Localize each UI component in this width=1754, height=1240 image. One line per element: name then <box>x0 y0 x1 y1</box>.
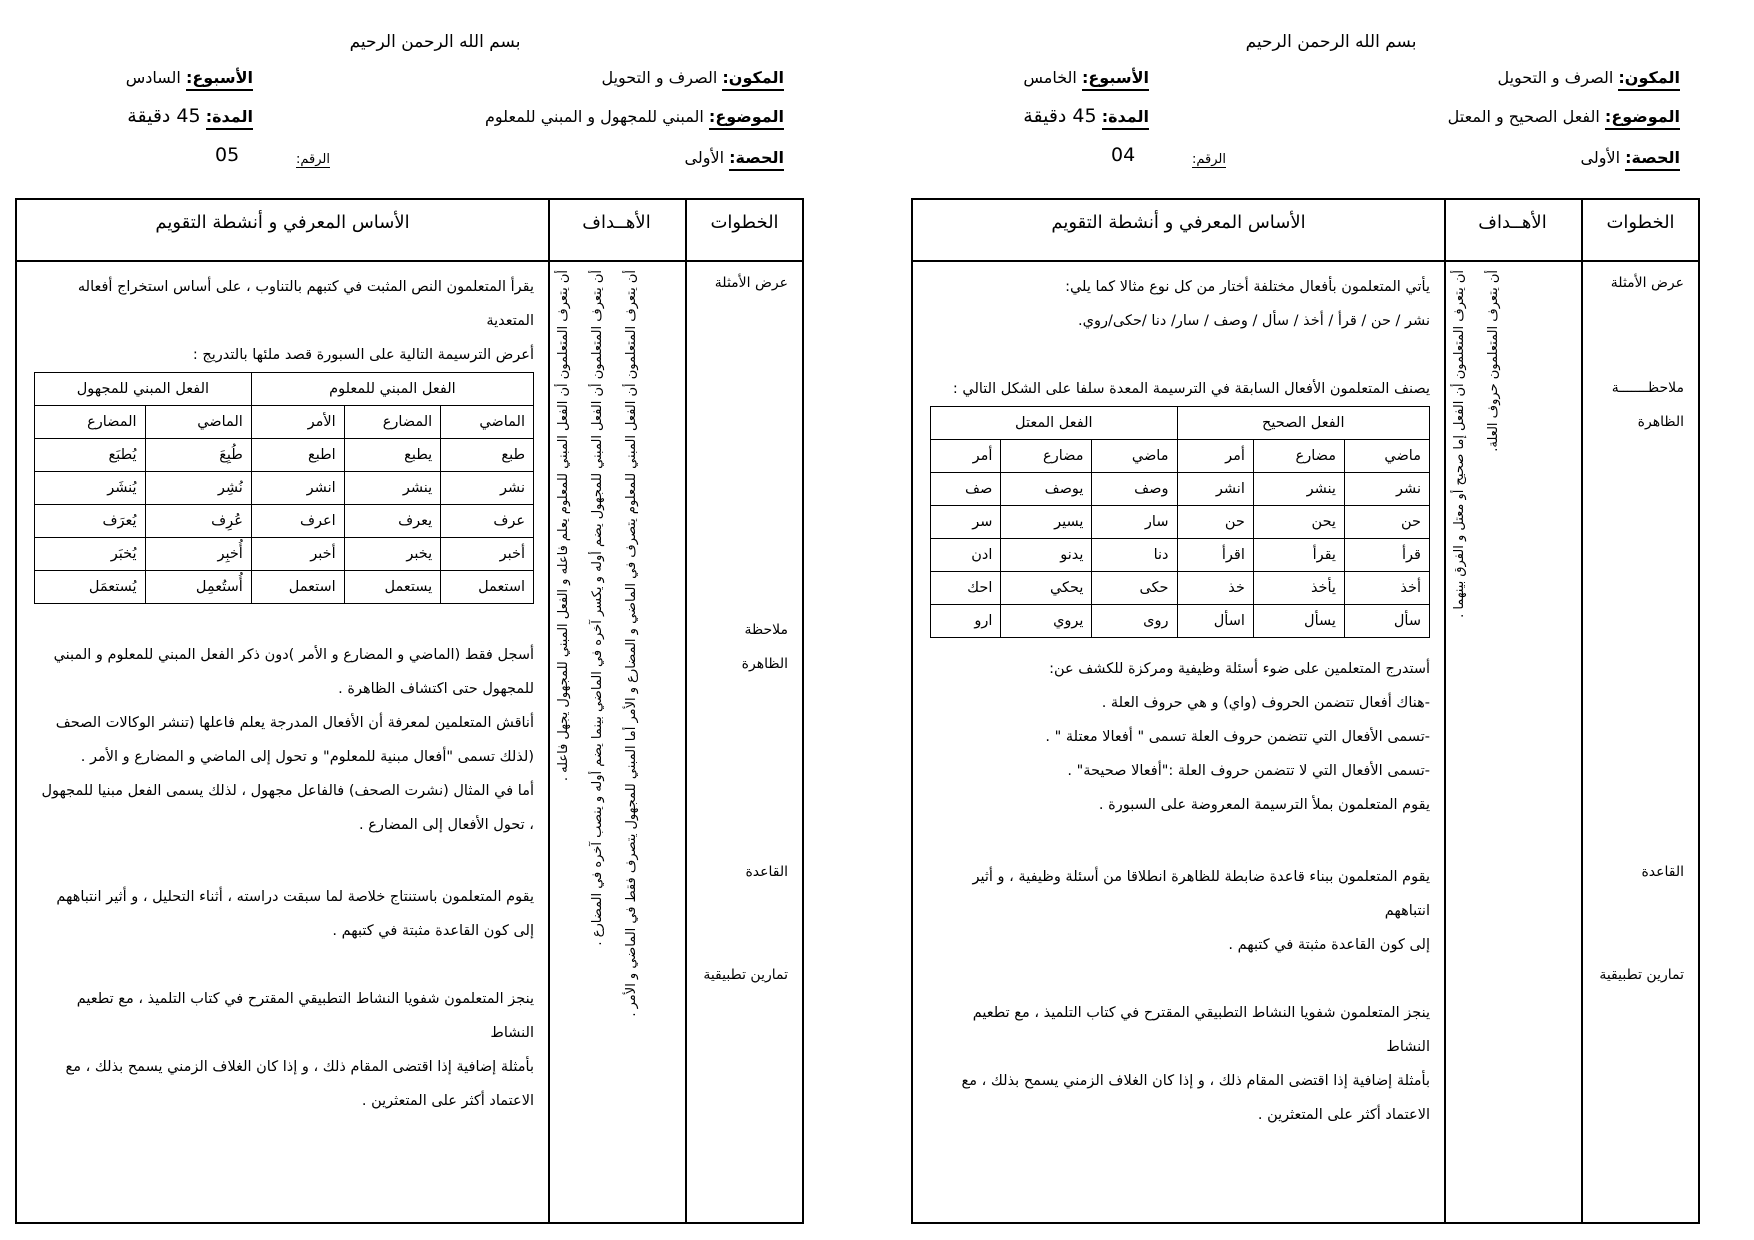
table-cell: يطبع <box>344 439 441 472</box>
table-header-cell: المضارع <box>344 406 441 439</box>
week-field-value: الخامس <box>1023 68 1077 87</box>
step-label: القاعدة <box>745 864 788 880</box>
table-group-header: الفعل الصحيح <box>1177 407 1430 440</box>
step-label: عرض الأمثلة <box>714 275 788 291</box>
table-group-row <box>931 407 1430 440</box>
table-cell: حن <box>1177 506 1253 539</box>
table-cell: يُخبَر <box>35 538 146 571</box>
table-header-cell: الماضي <box>441 406 534 439</box>
content-line: يأتي المتعلمون بأفعال مختلفة أختار من كل نوع مثالا كما يلي: <box>1065 279 1430 295</box>
table-cell: حكى <box>1092 572 1177 605</box>
session-field <box>685 148 785 167</box>
topic-field-value: المبني للمجهول و المبني للمعلوم <box>485 107 704 126</box>
table-cell: صف <box>931 473 1001 506</box>
content-line: ، تحول الأفعال إلى المضارع . <box>359 817 534 833</box>
table-row <box>931 572 1430 605</box>
table-header-cell: الماضي <box>145 406 251 439</box>
rule-line: يقوم المتعلمون ببناء قاعدة ضابطة للظاهرة انطلاقا من أسئلة وظيفية ، و أثير انتباههم <box>972 869 1430 919</box>
lesson-sheet-04 <box>911 0 1700 1240</box>
table-cell: ينشر <box>344 472 441 505</box>
table-cell: يستعمل <box>344 571 441 604</box>
content-column <box>17 270 548 1118</box>
content-line: نشر / حن / قرأ / أخذ / سأل / وصف / سار/ دنا /حكى/روي. <box>1078 313 1430 329</box>
table-cell: يروي <box>1001 605 1092 638</box>
table-cell: عرف <box>441 505 534 538</box>
table-header-cell: أمر <box>931 440 1001 473</box>
session-field <box>1581 148 1681 167</box>
table-row <box>931 506 1430 539</box>
table-cell: يُطبَع <box>35 439 146 472</box>
table-cell: ارو <box>931 605 1001 638</box>
col-header-goals: الأهــداف <box>1478 212 1547 233</box>
duration-field-value: 45 دقيقة <box>127 105 201 127</box>
component-field-value: الصرف و التحويل <box>601 68 718 87</box>
table-cell: أُستُعمِل <box>145 571 251 604</box>
table-cell: احك <box>931 572 1001 605</box>
col-header-content: الأساس المعرفي و أنشطة التقويم <box>155 212 410 233</box>
goals-column <box>548 260 685 1224</box>
table-cell: يحكي <box>1001 572 1092 605</box>
exercise-line: ينجز المتعلمون شفويا النشاط التطبيقي المقترح في كتاب التلميذ ، مع تطعيم النشاط <box>76 991 534 1041</box>
component-field <box>1497 68 1680 87</box>
exercise-line: ينجز المتعلمون شفويا النشاط التطبيقي المقترح في كتاب التلميذ ، مع تطعيم النشاط <box>972 1005 1430 1055</box>
table-cell: يدنو <box>1001 539 1092 572</box>
table-cell: يسير <box>1001 506 1092 539</box>
content-line: يصنف المتعلمون الأفعال السابقة في الترسيمة المعدة سلفا على الشكل التالي : <box>952 381 1430 397</box>
week-field-label: الأسبوع: <box>1082 68 1149 91</box>
content-line: -تسمى الأفعال التي لا تتضمن حروف العلة :"أفعالا صحيحة" . <box>1067 763 1430 779</box>
topic-field-label: الموضوع: <box>709 107 784 130</box>
table-row <box>35 538 534 571</box>
content-line: -هناك أفعال تتضمن الحروف (واي) و هي حروف العلة . <box>1101 695 1430 711</box>
exercise-line: بأمثلة إضافية إذا اقتضى المقام ذلك ، و إذا كان الغلاف الزمني يسمح بذلك ، مع <box>961 1073 1430 1089</box>
duration-field <box>1023 105 1149 127</box>
table-header-cell: ماضي <box>1092 440 1177 473</box>
table-cell: استعمل <box>251 571 344 604</box>
table-row <box>35 505 534 538</box>
component-field-value: الصرف و التحويل <box>1497 68 1614 87</box>
table-group-header: الفعل المعتل <box>931 407 1178 440</box>
component-field <box>601 68 784 87</box>
step-label: عرض الأمثلة <box>1610 275 1684 291</box>
content-line: -تسمى الأفعال التي تتضمن حروف العلة تسمى " أفعالا معتلة " . <box>1045 729 1430 745</box>
verb-table-body <box>35 373 534 604</box>
table-cell: نُشِر <box>145 472 251 505</box>
content-line: أما في المثال (نشرت الصحف) فالفاعل مجهول ، لذلك يسمى الفعل مبنيا للمجهول <box>41 783 534 799</box>
table-header-cell: أمر <box>1177 440 1253 473</box>
table-row <box>931 473 1430 506</box>
table-cell: وصف <box>1092 473 1177 506</box>
lesson-sheet-05 <box>15 0 804 1240</box>
content-line <box>925 338 1430 372</box>
lesson-table <box>15 198 804 1224</box>
content-line: (لذلك تسمى "أفعال مبنية للمعلوم" و تحول إلى الماضي و المضارع و الأمر . <box>80 749 534 765</box>
goal-item: أن يتعرف المتعلمون أن الفعل المبني للمجهول يضم أوله و يكسر آخره في الماضي بينما يضم أوله و ينصب آخره في المضارع . <box>590 270 605 946</box>
goal-item: أن يتعرف المتعلمون أن الفعل المبني للمعلوم يعلم فاعله و الفعل المبني للمجهول يجهل فاعله . <box>556 270 571 782</box>
table-cell: قرأ <box>1344 539 1429 572</box>
step-label: تمارين تطبيقية <box>703 967 788 983</box>
week-field-value: السادس <box>125 68 181 87</box>
observation-block <box>29 638 534 842</box>
exercise-block <box>29 982 534 1118</box>
table-cell: استعمل <box>441 571 534 604</box>
number-field <box>296 148 330 167</box>
rule-line: إلى كون القاعدة مثبتة في كتبهم . <box>1228 937 1430 953</box>
table-cell: يُنشَر <box>35 472 146 505</box>
content-line: أستدرج المتعلمين على ضوء أسئلة وظيفية ومركزة للكشف عن: <box>1049 661 1430 677</box>
table-header-cell: مضارع <box>1253 440 1344 473</box>
step-label: ملاحظـــــــة <box>1611 380 1684 396</box>
number-value: 04 <box>1111 144 1136 166</box>
table-header-cell: مضارع <box>1001 440 1092 473</box>
content-line: أناقش المتعلمين لمعرفة أن الأفعال المدرجة يعلم فاعلها (تنشر الوكالات الصحف <box>55 715 534 731</box>
table-cell: انشر <box>1177 473 1253 506</box>
table-cell: نشر <box>1344 473 1429 506</box>
table-header-cell: المضارع <box>35 406 146 439</box>
table-cell: خذ <box>1177 572 1253 605</box>
number-label: الرقم: <box>1192 152 1226 167</box>
table-cell: اقرأ <box>1177 539 1253 572</box>
table-cell: يُعرَف <box>35 505 146 538</box>
content-line: أسجل فقط (الماضي و المضارع و الأمر )دون ذكر الفعل المبني للمعلوم و المبني <box>53 647 534 663</box>
content-line: أعرض الترسيمة التالية على السبورة قصد ملئها بالتدريج : <box>192 347 534 363</box>
bismillah: بسم الله الرحمن الرحيم <box>349 32 521 52</box>
goal-item: أن يتعرف المتعلمون أن الفعل إما صحيح أو معتل و الفرق بينهما . <box>1452 270 1467 618</box>
table-row <box>931 539 1430 572</box>
divider <box>1581 200 1583 1222</box>
table-cell: طُبِعَ <box>145 439 251 472</box>
verb-table <box>34 372 534 604</box>
session-field-value: الأولى <box>1580 148 1621 167</box>
table-cell: انشر <box>251 472 344 505</box>
observation-block <box>925 652 1430 822</box>
table-cell: يقرأ <box>1253 539 1344 572</box>
col-header-content: الأساس المعرفي و أنشطة التقويم <box>1051 212 1306 233</box>
step-label: تمارين تطبيقية <box>1599 967 1684 983</box>
table-cell: اسأل <box>1177 605 1253 638</box>
table-cell: اعرف <box>251 505 344 538</box>
col-header-goals: الأهــداف <box>582 212 651 233</box>
session-field-label: الحصة: <box>729 148 784 171</box>
table-group-header: الفعل المبني للمعلوم <box>251 373 533 406</box>
table-cell: يعرف <box>344 505 441 538</box>
exercise-line: الاعتماد أكثر على المتعثرين . <box>361 1093 534 1109</box>
topic-field <box>485 107 784 126</box>
exercise-line: الاعتماد أكثر على المتعثرين . <box>1257 1107 1430 1123</box>
number-label: الرقم: <box>296 152 330 167</box>
step-label: القاعدة <box>1641 864 1684 880</box>
table-cell: يأخذ <box>1253 572 1344 605</box>
goals-rotated <box>1444 260 1581 1224</box>
table-header-row <box>931 440 1430 473</box>
rule-line: إلى كون القاعدة مثبتة في كتبهم . <box>332 923 534 939</box>
table-header-row <box>35 406 534 439</box>
lesson-table <box>911 198 1700 1224</box>
verb-table <box>930 406 1430 638</box>
table-header-cell: ماضي <box>1344 440 1429 473</box>
table-cell: أخبر <box>441 538 534 571</box>
exercise-line: بأمثلة إضافية إذا اقتضى المقام ذلك ، و إذا كان الغلاف الزمني يسمح بذلك ، مع <box>65 1059 534 1075</box>
table-cell: سأل <box>1344 605 1429 638</box>
duration-field-label: المدة: <box>1102 107 1149 130</box>
table-cell: يحن <box>1253 506 1344 539</box>
step-label: ملاحظة <box>744 622 788 638</box>
number-field <box>1192 148 1226 167</box>
divider <box>685 200 687 1222</box>
table-cell: سار <box>1092 506 1177 539</box>
step-label: الظاهرة <box>1637 414 1684 430</box>
table-cell: أُخبِر <box>145 538 251 571</box>
week-field <box>126 68 253 87</box>
table-cell: سر <box>931 506 1001 539</box>
session-field-label: الحصة: <box>1625 148 1680 171</box>
table-cell: طبع <box>441 439 534 472</box>
component-field-label: المكون: <box>722 68 784 91</box>
table-row <box>35 439 534 472</box>
verb-table-body <box>931 407 1430 638</box>
goal-item: أن يتعرف المتعلمون أن الفعل المبني للمعلوم يتصرف في الماضي و المضارع و الأمر أما المبني للمجهول يتصرف فقط في الماضي و الأمر . <box>624 270 639 1017</box>
goals-rotated <box>548 260 685 1224</box>
table-row <box>35 571 534 604</box>
table-cell: نشر <box>441 472 534 505</box>
table-cell: أخذ <box>1344 572 1429 605</box>
col-header-steps: الخطوات <box>1606 212 1675 233</box>
duration-field-label: المدة: <box>206 107 253 130</box>
topic-field-label: الموضوع: <box>1605 107 1680 130</box>
table-cell: روى <box>1092 605 1177 638</box>
table-cell: يُستعمَل <box>35 571 146 604</box>
duration-field-value: 45 دقيقة <box>1023 105 1097 127</box>
bismillah: بسم الله الرحمن الرحيم <box>1245 32 1417 52</box>
table-cell: اطبع <box>251 439 344 472</box>
table-row <box>35 472 534 505</box>
table-cell: يسأل <box>1253 605 1344 638</box>
table-cell: دنا <box>1092 539 1177 572</box>
goal-item: أن يتعرف المتعلمون حروف العلة. <box>1486 270 1501 452</box>
content-line: يقوم المتعلمون بملأ الترسيمة المعروضة على السبورة . <box>1098 797 1430 813</box>
goals-column <box>1444 260 1581 1224</box>
week-field-label: الأسبوع: <box>186 68 253 91</box>
week-field <box>1023 68 1149 87</box>
table-cell: عُرِف <box>145 505 251 538</box>
rule-block <box>925 860 1430 962</box>
content-line: للمجهول حتى اكتشاف الظاهرة . <box>338 681 534 697</box>
col-header-steps: الخطوات <box>710 212 779 233</box>
rule-line: يقوم المتعلمون باستنتاج خلاصة لما سبقت دراسته ، أثناء التحليل ، و أثير انتباههم <box>56 889 534 905</box>
table-cell: حن <box>1344 506 1429 539</box>
table-group-header: الفعل المبني للمجهول <box>35 373 252 406</box>
table-cell: يوصف <box>1001 473 1092 506</box>
rule-block <box>29 880 534 948</box>
table-cell: أخبر <box>251 538 344 571</box>
exercise-block <box>925 996 1430 1132</box>
duration-field <box>127 105 253 127</box>
table-cell: ادن <box>931 539 1001 572</box>
topic-field-value: الفعل الصحيح و المعتل <box>1447 107 1600 126</box>
table-header-cell: الأمر <box>251 406 344 439</box>
content-line: يقرأ المتعلمون النص المثبت في كتبهم بالتناوب ، على أساس استخراج أفعاله المتعدية <box>77 279 534 329</box>
number-value: 05 <box>215 144 240 166</box>
session-field-value: الأولى <box>684 148 725 167</box>
step-label: الظاهرة <box>741 656 788 672</box>
component-field-label: المكون: <box>1618 68 1680 91</box>
table-row <box>931 605 1430 638</box>
topic-field <box>1448 107 1680 126</box>
content-column <box>913 270 1444 1132</box>
table-cell: ينشر <box>1253 473 1344 506</box>
table-group-row <box>35 373 534 406</box>
table-cell: يخبر <box>344 538 441 571</box>
